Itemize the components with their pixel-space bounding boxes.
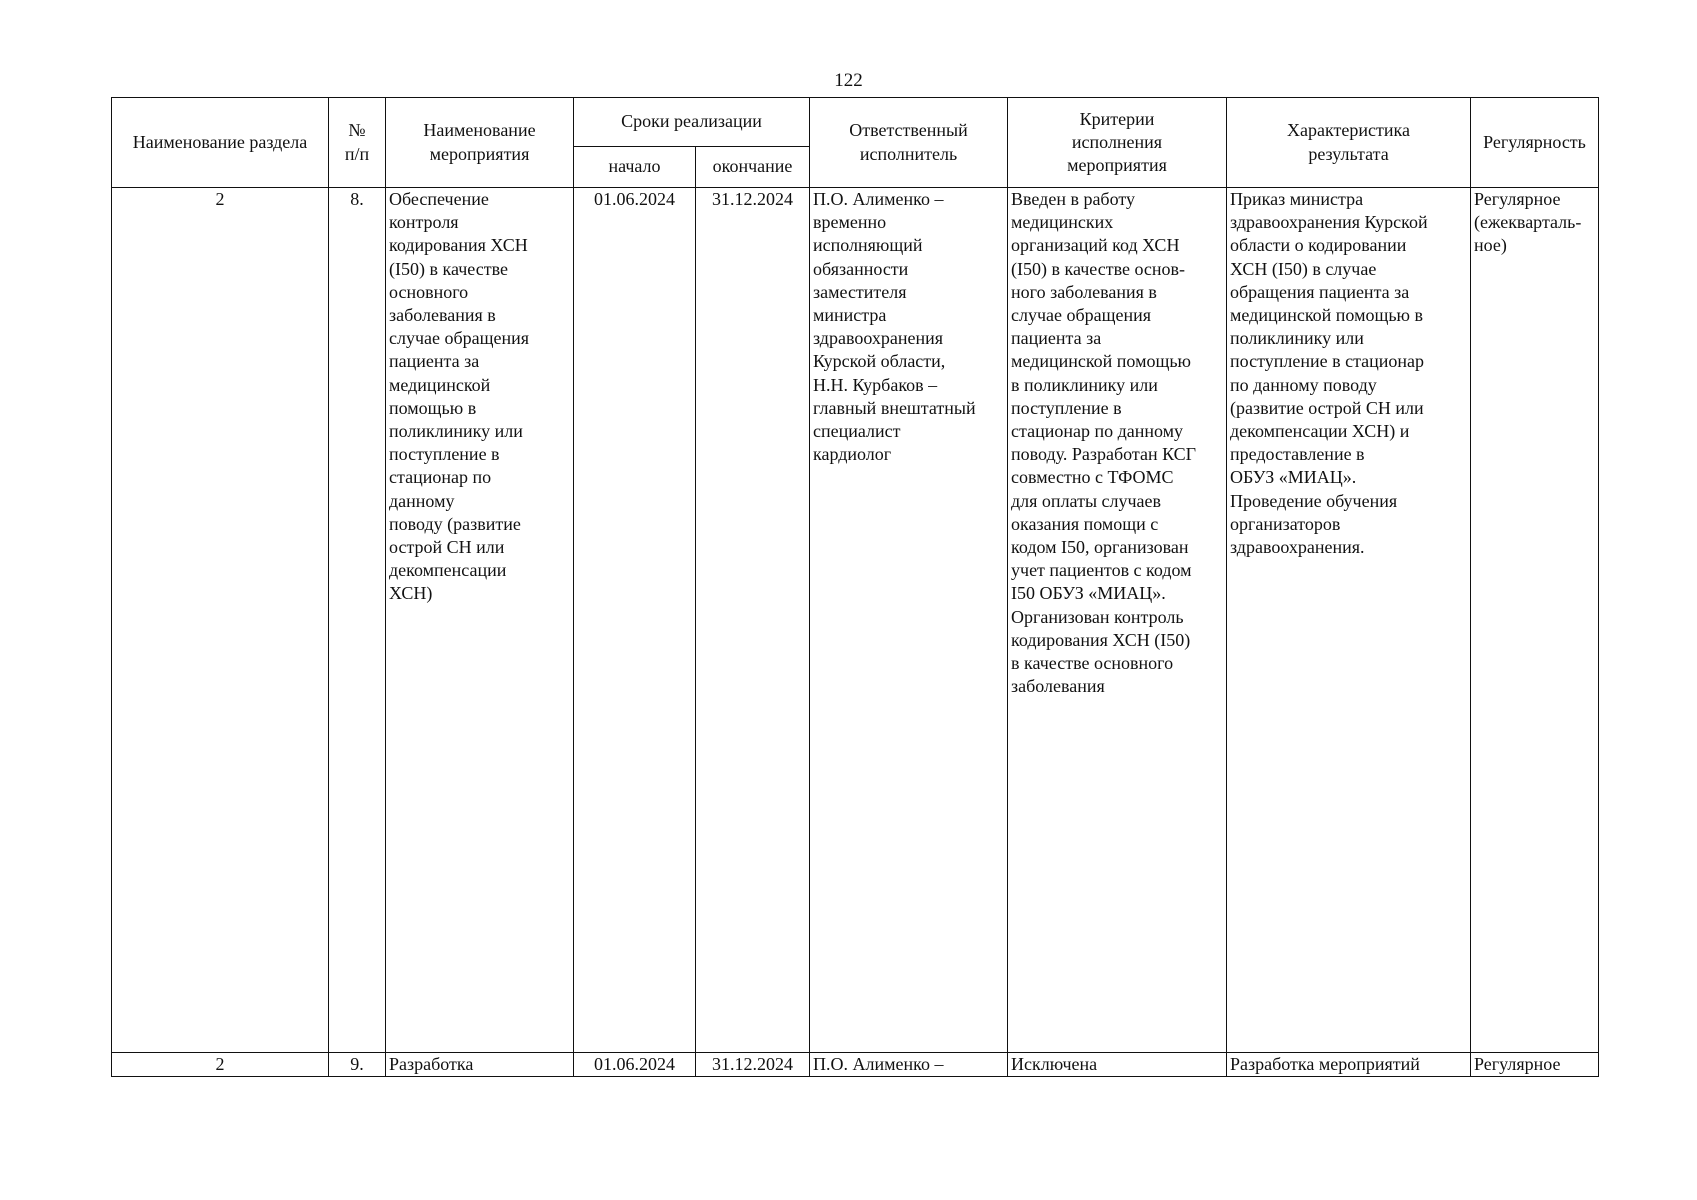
header-criteria: Критерии исполнения мероприятия bbox=[1008, 98, 1227, 188]
header-responsible: Ответственный исполнитель bbox=[810, 98, 1008, 188]
header-end: окончание bbox=[696, 147, 810, 188]
cell-result: Разработка мероприятий bbox=[1227, 1053, 1471, 1077]
cell-start: 01.06.2024 bbox=[574, 1053, 696, 1077]
cell-number: 8. bbox=[329, 188, 386, 1053]
header-terms: Сроки реализации bbox=[574, 98, 810, 147]
header-result: Характеристика результата bbox=[1227, 98, 1471, 188]
cell-regularity: Регулярное (ежекварталь- ное) bbox=[1471, 188, 1599, 1053]
header-event: Наименование мероприятия bbox=[386, 98, 574, 188]
cell-event: Разработка bbox=[386, 1053, 574, 1077]
cell-end: 31.12.2024 bbox=[696, 188, 810, 1053]
cell-result: Приказ министра здравоохранения Курской области о кодировании ХСН (I50) в случае обращения пациента за медицинской помощью в поликлинику или поступление в стационар по данному поводу (развитие острой СН или декомпенсации ХСН) и предоставление в ОБУЗ «МИАЦ». Проведение обучения организаторов здравоохранения. bbox=[1227, 188, 1471, 1053]
cell-criteria: Исключена bbox=[1008, 1053, 1227, 1077]
events-table bbox=[111, 97, 1599, 1077]
cell-start: 01.06.2024 bbox=[574, 188, 696, 1053]
cell-end: 31.12.2024 bbox=[696, 1053, 810, 1077]
cell-section: 2 bbox=[112, 1053, 329, 1077]
cell-number: 9. bbox=[329, 1053, 386, 1077]
cell-regularity: Регулярное bbox=[1471, 1053, 1599, 1077]
cell-responsible: П.О. Алименко – bbox=[810, 1053, 1008, 1077]
header-number: № п/п bbox=[329, 98, 386, 188]
header-start: начало bbox=[574, 147, 696, 188]
cell-criteria: Введен в работу медицинских организаций код ХСН (I50) в качестве основ- ного заболевания в случае обращения пациента за медицинской помощью в поликлинику или поступление в стационар по данному поводу. Разработан КСГ совместно с ТФОМС для оплаты случаев оказания помощи с кодом I50, организован учет пациентов с кодом I50 ОБУЗ «МИАЦ». Организован контроль кодирования ХСН (I50) в качестве основного заболевания bbox=[1008, 188, 1227, 1053]
header-section: Наименование раздела bbox=[112, 98, 329, 188]
cell-section: 2 bbox=[112, 188, 329, 1053]
header-row bbox=[112, 98, 1599, 147]
cell-event: Обеспечение контроля кодирования ХСН (I50) в качестве основного заболевания в случае обращения пациента за медицинской помощью в поликлинику или поступление в стационар по данному поводу (развитие острой СН или декомпенсации ХСН) bbox=[386, 188, 574, 1053]
table-row bbox=[112, 1053, 1599, 1077]
header-regularity: Регулярность bbox=[1471, 98, 1599, 188]
cell-responsible: П.О. Алименко – временно исполняющий обязанности заместителя министра здравоохранения Курской области, Н.Н. Курбаков – главный внештатный специалист кардиолог bbox=[810, 188, 1008, 1053]
table-row bbox=[112, 188, 1599, 1053]
page-number: 122 bbox=[834, 70, 863, 91]
